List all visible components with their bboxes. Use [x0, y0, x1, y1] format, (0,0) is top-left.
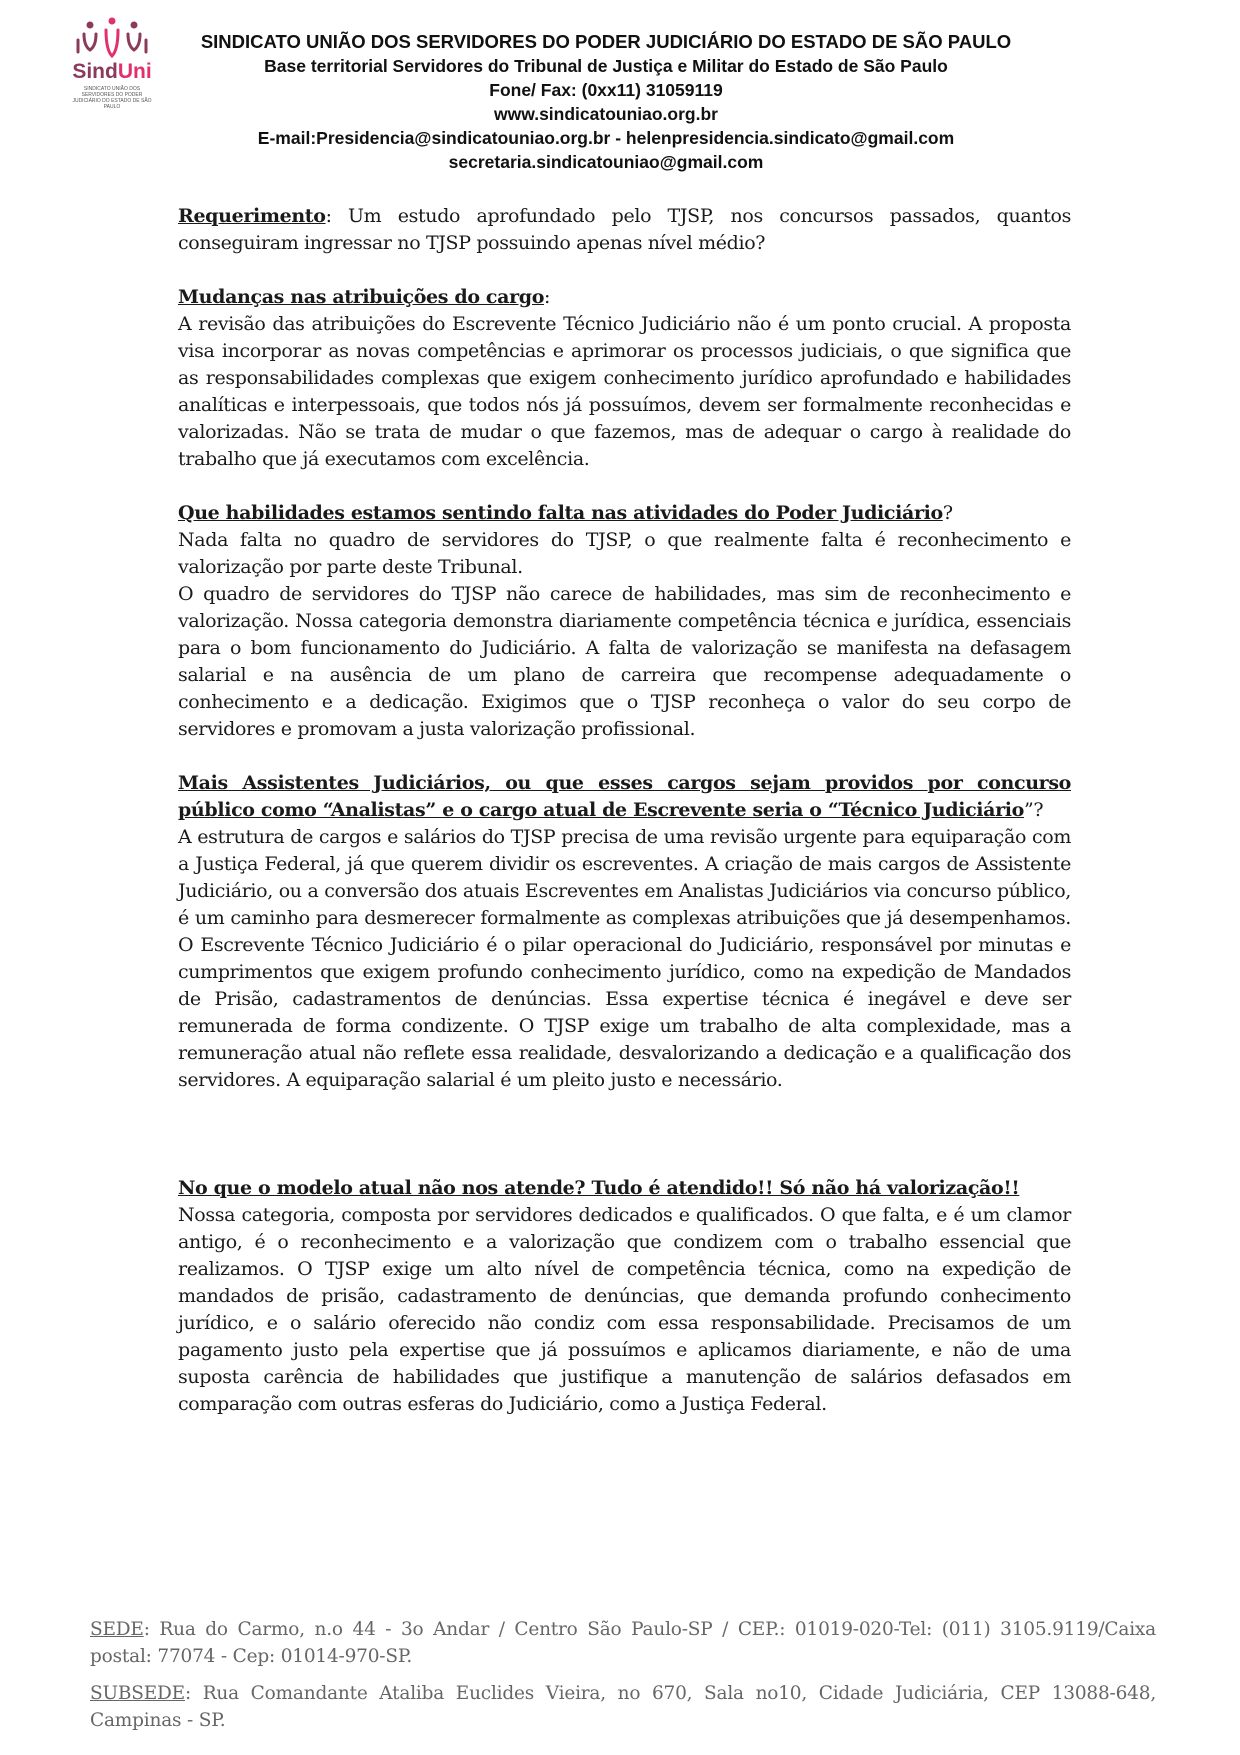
email-line[interactable]: E-mail:Presidencia@sindicatouniao.org.br - helenpresidencia.sindicato@gmail.com: [257, 128, 955, 148]
section-heading-line: [178, 1175, 1071, 1202]
section-heading-suffix: : Um estudo aprofundado pelo TJSP, nos concursos passados, quantos conseguiram ingressar no TJSP possuindo apenas nível médio?: [178, 205, 1071, 254]
logo-wordmark-part2: Uni: [117, 60, 152, 83]
base-territorial: Base territorial Servidores do Tribunal de Justiça e Militar do Estado de São Paulo: [264, 56, 948, 76]
section-heading-line: [178, 284, 1071, 311]
section-heading-suffix: ”?: [1023, 799, 1044, 821]
section-heading-suffix: :: [544, 286, 551, 308]
logo-wordmark: [62, 60, 162, 84]
union-name: SINDICATO UNIÃO DOS SERVIDORES DO PODER JUDICIÁRIO DO ESTADO DE SÃO PAULO: [200, 31, 1012, 52]
paragraph: O quadro de servidores do TJSP não carece de habilidades, mas sim de reconhecimento e valorização. Nossa categoria demonstra diariamente competência técnica e jurídica, essenciais para o bom funcionamento do Judiciário. A falta de valorização se manifesta na defasagem salarial e na ausência de um plano de carreira que recompense adequadamente o conhecimento e a dedicação. Exigimos que o TJSP reconheça o valor do seu corpo de servidores e promovam a justa valorização profissional.: [178, 583, 1071, 740]
section-heading-line: [178, 500, 1071, 527]
subsede-label: SUBSEDE: [90, 1683, 185, 1704]
logo-tagline: SINDICATO UNIÃO DOS SERVIDORES DO PODER JUDICIÁRIO DO ESTADO DE SÃO PAULO: [72, 86, 152, 110]
section-heading: Que habilidades estamos sentindo falta nas atividades do Poder Judiciário: [178, 502, 943, 524]
section-heading: No que o modelo atual não nos atende? Tudo é atendido!! Só não há valorização!!: [178, 1177, 1020, 1199]
section-heading-line: [178, 770, 1071, 824]
section-requerimento: [178, 203, 1071, 257]
footer-sede: [90, 1616, 1156, 1670]
paragraph: A estrutura de cargos e salários do TJSP precisa de uma revisão urgente para equiparação com a Justiça Federal, já que querem dividir os escreventes. A criação de mais cargos de Assistente Judiciário, ou a conversão dos atuais Escreventes em Analistas Judiciários via concurso público, é um caminho para desmerecer formalmente as complexas atribuições que já desempenhamos. O Escrevente Técnico Judiciário é o pilar operacional do Judiciário, responsável por minutas e cumprimentos que exigem profundo conhecimento jurídico, como na expedição de Mandados de Prisão, cadastramentos de denúncias. Essa expertise técnica é inegável e deve ser remunerada de forma condizente. O TJSP exige um trabalho de alta complexidade, mas a remuneração atual não reflete essa realidade, desvalorizando a dedicação e a qualificação dos servidores. A equiparação salarial é um pleito justo e necessário.: [178, 826, 1071, 1091]
sinduni-logo: [62, 16, 162, 112]
paragraph: Nada falta no quadro de servidores do TJSP, o que realmente falta é reconhecimento e valorização por parte deste Tribunal.: [178, 529, 1071, 578]
subsede-address: : Rua Comandante Ataliba Euclides Vieira, no 670, Sala no10, Cidade Judiciária, CEP 13088-648, Campinas - SP.: [90, 1683, 1156, 1731]
page-footer: [90, 1616, 1156, 1734]
section-heading: Mais Assistentes Judiciários, ou que esses cargos sejam providos por concurso público como “Analistas” e o cargo atual de Escrevente seria o “Técnico Judiciário: [178, 772, 1071, 821]
paragraph: Nossa categoria, composta por servidores dedicados e qualificados. O que falta, e é um clamor antigo, é o reconhecimento e a valorização que condizem com o trabalho essencial que realizamos. O TJSP exige um alto nível de competência técnica, como na expedição de mandados de prisão, cadastramento de denúncias, que demanda profundo conhecimento jurídico, e o salário oferecido não condiz com essa responsabilidade. Precisamos de um pagamento justo pela expertise que já possuímos e aplicamos diariamente, e não de uma suposta carência de habilidades que justifique a manutenção de salários defasados em comparação com outras esferas do Judiciário, como a Justiça Federal.: [178, 1204, 1071, 1415]
secretaria-email[interactable]: secretaria.sindicatouniao@gmail.com: [448, 152, 764, 172]
sede-address: : Rua do Carmo, n.o 44 - 3o Andar / Centro São Paulo-SP / CEP.: 01019-020-Tel: (011) 3105.9119/Caixa postal: 77074 - Cep: 01014-970-SP.: [90, 1619, 1156, 1667]
people-scale-icon: [62, 16, 162, 60]
logo-wordmark-part1: Sind: [72, 60, 118, 83]
sede-label: SEDE: [90, 1619, 144, 1640]
letterhead: [186, 30, 1026, 174]
website-link[interactable]: www.sindicatouniao.org.br: [494, 104, 718, 124]
section-heading: Requerimento: [178, 205, 326, 227]
document-body: [178, 203, 1071, 1418]
phone-fax: Fone/ Fax: (0xx11) 31059119: [489, 80, 723, 100]
footer-subsede: [90, 1680, 1156, 1734]
paragraph: A revisão das atribuições do Escrevente Técnico Judiciário não é um ponto crucial. A proposta visa incorporar as novas competências e aprimorar os processos judiciais, o que significa que as responsabilidades complexas que exigem conhecimento jurídico aprofundado e habilidades analíticas e interpessoais, que todos nós já possuímos, devem ser formalmente reconhecidas e valorizadas. Não se trata de mudar o que fazemos, mas de adequar o cargo à realidade do trabalho que já executamos com excelência.: [178, 313, 1071, 470]
section-heading: Mudanças nas atribuições do cargo: [178, 286, 545, 308]
section-heading-suffix: ?: [942, 502, 953, 524]
